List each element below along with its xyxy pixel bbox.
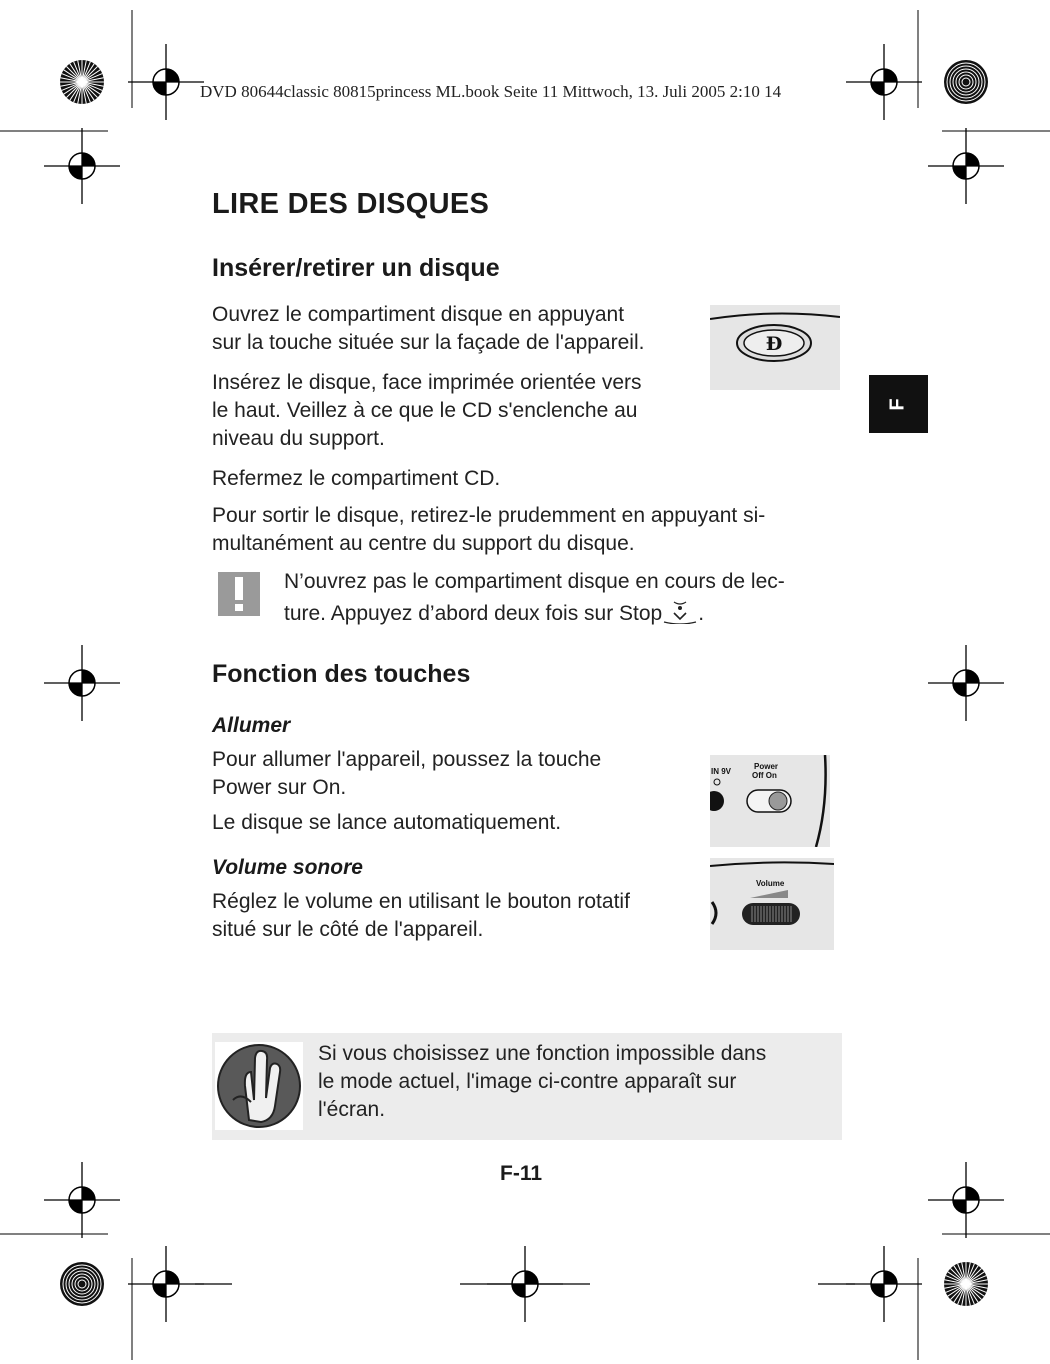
notice-line1: Si vous choisissez une fonction impossible dans	[318, 1042, 767, 1065]
page-number: F-11	[500, 1162, 543, 1185]
paragraph-close: Refermez le compartiment CD.	[212, 467, 501, 490]
warning-line2-text: ture. Appuyez d’abord deux fois sur Stop	[284, 602, 663, 625]
notice-line3: l'écran.	[318, 1098, 386, 1121]
warning-line2	[284, 600, 704, 627]
subheading-volume: Volume sonore	[212, 856, 363, 879]
print-header: DVD 80644classic 80815princess ML.book Seite 11 Mittwoch, 13. Juli 2005 2:10 14	[200, 82, 782, 101]
paragraph-insert-line1: Insérez le disque, face imprimée orientée vers	[212, 371, 642, 394]
language-tab-f: F	[869, 375, 928, 433]
power-keyword: Power	[212, 776, 272, 799]
warning-icon	[218, 572, 260, 616]
warning-line1: N’ouvrez pas le compartiment disque en cours de lec-	[284, 570, 785, 593]
label-volume: Volume	[756, 879, 785, 888]
label-power: Power	[754, 762, 779, 771]
open-button-image	[710, 305, 840, 390]
forbidden-hand-icon	[215, 1042, 303, 1130]
paragraph-insert-line3: niveau du support.	[212, 427, 385, 450]
paragraph-open-line2: sur la touche située sur la façade de l'appareil.	[212, 331, 645, 354]
on-keyword: On	[312, 776, 341, 799]
section-heading-insert-disc: Insérer/retirer un disque	[212, 254, 500, 282]
volume-knob-image	[710, 858, 834, 950]
label-in-9v: IN 9V	[711, 767, 732, 776]
notice-box	[212, 1033, 842, 1140]
power-line1: Pour allumer l'appareil, poussez la touche	[212, 748, 602, 771]
warning-line2-end: .	[698, 602, 705, 625]
power-switch-image	[710, 755, 830, 847]
volume-line2: situé sur le côté de l'appareil.	[212, 918, 484, 941]
page-title: LIRE DES DISQUES	[212, 188, 490, 220]
paragraph-open-line1: Ouvrez le compartiment disque en appuyant	[212, 303, 625, 326]
power-connector: sur	[271, 776, 313, 799]
paragraph-remove-line2: multanément au centre du support du disque.	[212, 532, 635, 555]
paragraph-remove-line1: Pour sortir le disque, retirez-le prudemment en appuyant si-	[212, 504, 766, 527]
label-off-on: Off On	[752, 771, 777, 780]
power-line2-end: .	[340, 776, 347, 799]
power-line3: Le disque se lance automatiquement.	[212, 811, 562, 834]
power-line2	[212, 775, 346, 801]
notice-line2: le mode actuel, l'image ci-contre apparaît sur	[318, 1070, 737, 1093]
volume-line1: Réglez le volume en utilisant le bouton rotatif	[212, 890, 630, 913]
svg-text:Ð: Ð	[765, 333, 783, 355]
section-heading-button-functions: Fonction des touches	[212, 660, 471, 688]
paragraph-insert-line2: le haut. Veillez à ce que le CD s'enclenche au	[212, 399, 638, 422]
stop-button-icon	[662, 600, 698, 622]
subheading-power: Allumer	[212, 714, 291, 737]
